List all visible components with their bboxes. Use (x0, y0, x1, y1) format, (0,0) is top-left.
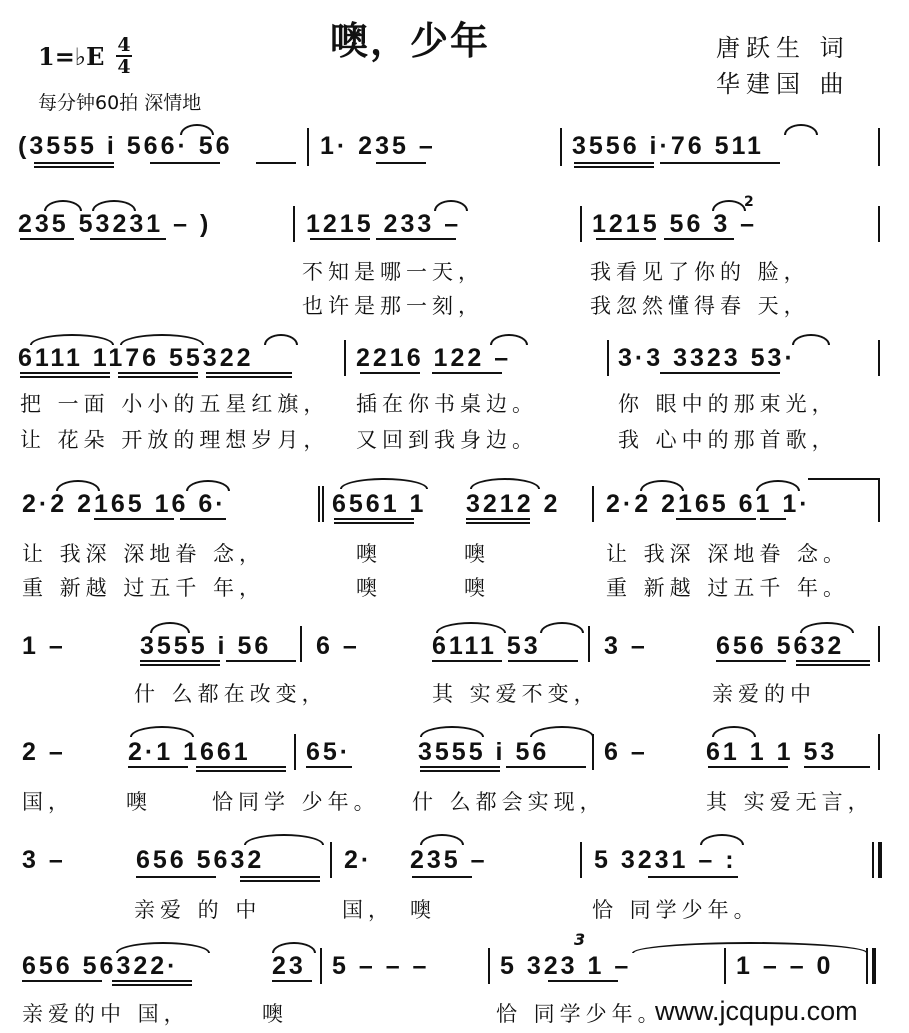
slur (800, 622, 854, 633)
slur (712, 200, 746, 211)
underline-beam (34, 162, 114, 164)
barline (580, 842, 582, 878)
lyric-line: 噢 (464, 576, 490, 600)
underline-beam (34, 166, 114, 168)
underline-beam (140, 660, 220, 662)
lyric-line: 把 一面 小小的五星红旗， (20, 392, 330, 416)
time-signature (116, 36, 132, 76)
slur (130, 726, 194, 737)
underline-beam (240, 880, 320, 882)
meter-top: 4 (117, 34, 131, 56)
underline-beam (128, 766, 188, 768)
slur (792, 334, 830, 345)
slur (244, 834, 324, 845)
lyric-line: 重 新越 过五千 年， (22, 576, 266, 600)
underline-beam (412, 876, 472, 878)
measure-notes: 2·2 2165 16 6· (22, 490, 227, 518)
lyric-line: 让 我深 深地眷 念， (22, 542, 266, 566)
underline-beam (648, 876, 738, 878)
key-signature: 1=♭E (38, 42, 105, 71)
repeat-barline (878, 842, 882, 878)
underline-beam (466, 522, 530, 524)
lyric-line: 亲爱 的 中 (134, 898, 262, 922)
barline (488, 948, 490, 984)
measure-notes: 235 53231 – ) (18, 210, 212, 238)
barline (318, 486, 320, 522)
barline (344, 340, 346, 376)
slur (56, 480, 100, 491)
slur (712, 726, 756, 737)
underline-beam (180, 518, 226, 520)
underline-beam (508, 660, 578, 662)
measure-notes: 3 – (22, 846, 66, 874)
barline (588, 626, 590, 662)
barline (560, 128, 562, 166)
slur (540, 622, 584, 633)
underline-beam (272, 980, 312, 982)
measure-notes: 1215 56 3 – (592, 210, 758, 238)
lyric-line: 不知是哪一天， (302, 260, 484, 284)
lyric-line: 亲爱的中 国， (22, 1002, 190, 1026)
slur (116, 942, 210, 953)
lyric-line: 噢 (126, 790, 152, 814)
lyric-line: 我 心中的那首歌， (618, 428, 838, 452)
underline-beam (360, 372, 420, 374)
lyric-line: 其 实爱不变， (432, 682, 600, 706)
lyric-line: 国， (342, 898, 394, 922)
barline (580, 206, 582, 242)
lyric-line: 又回到我身边。 (356, 428, 538, 452)
lyric-line: 恰 同学少年。 (592, 898, 760, 922)
barline (878, 478, 880, 522)
measure-notes: 6111 53 (432, 632, 541, 660)
final-barline (866, 948, 868, 984)
slur (436, 622, 506, 633)
slur (264, 334, 298, 345)
underline-beam (306, 766, 352, 768)
underline-beam (20, 238, 74, 240)
measure-notes: 6 – (604, 738, 648, 766)
measure-notes: 3212 2 (466, 490, 561, 518)
lyric-line: 噢 (356, 542, 382, 566)
measure-notes: 656 5632 (716, 632, 845, 660)
lyric-line: 亲爱的中 (712, 682, 816, 706)
underline-beam (574, 162, 654, 164)
underline-beam (140, 664, 220, 666)
lyric-line: 插在你书桌边。 (356, 392, 538, 416)
underline-beam (334, 522, 414, 524)
underline-beam (664, 238, 734, 240)
underline-beam (334, 518, 414, 520)
slur (30, 334, 114, 345)
underline-beam (796, 664, 870, 666)
underline-beam (112, 980, 192, 982)
barline (322, 486, 324, 522)
measure-notes: 1· 235 – (320, 132, 436, 160)
slur (490, 334, 528, 345)
underline-beam (196, 766, 286, 768)
measure-notes: 61 1 1 53 (706, 738, 838, 766)
barline (293, 206, 295, 242)
slur (44, 200, 82, 211)
slur (186, 480, 230, 491)
measure-notes: 1215 233 – (306, 210, 462, 238)
lyric-line: 噢 (410, 898, 436, 922)
triplet-mark: 3 (574, 930, 586, 949)
lyric-line: 国， (22, 790, 74, 814)
measure-notes: 6 – (316, 632, 360, 660)
underline-beam (256, 162, 296, 164)
underline-beam (118, 372, 198, 374)
measure-notes: 656 56322· (22, 952, 179, 980)
barline (872, 842, 874, 878)
underline-beam (716, 660, 786, 662)
measure-notes: 6561 1 (332, 490, 427, 518)
underline-beam (596, 238, 656, 240)
barline (320, 948, 322, 984)
measure-notes: 5 – – – (332, 952, 430, 980)
slur (470, 478, 540, 489)
slur (92, 200, 136, 211)
tie (632, 942, 868, 953)
underline-beam (206, 376, 292, 378)
measure-notes: 3555 i 56 (140, 632, 272, 660)
slur (700, 834, 744, 845)
measure-notes: 235 – (410, 846, 488, 874)
underline-beam (240, 876, 320, 878)
underline-beam (226, 660, 296, 662)
underline-beam (118, 376, 198, 378)
measure-notes: 23 (272, 952, 306, 980)
lyric-line: 你 眼中的那束光， (618, 392, 838, 416)
barline (607, 340, 609, 376)
measure-notes: 3555 i 56 (418, 738, 550, 766)
lyric-line: 我忽然懂得春 天， (590, 294, 810, 318)
lyric-line: 我看见了你的 脸， (590, 260, 810, 284)
slur (756, 480, 800, 491)
measure-notes: 65· (306, 738, 352, 766)
lyric-line: 噢 (262, 1002, 288, 1026)
lyric-line: 恰同学 少年。 (212, 790, 380, 814)
underline-beam (420, 770, 500, 772)
barline (300, 626, 302, 662)
measure-notes: 5 323 1 – (500, 952, 632, 980)
slur (784, 124, 818, 135)
lyric-line: 也许是那一刻， (302, 294, 484, 318)
measure-notes: 6111 1176 55322 (18, 344, 254, 372)
underline-beam (420, 766, 500, 768)
underline-beam (760, 518, 786, 520)
underline-beam (660, 372, 780, 374)
measure-notes: 1 – (22, 632, 66, 660)
slur (150, 622, 190, 633)
underline-beam (506, 766, 586, 768)
measure-notes: 2·2 2165 61 1· (606, 490, 811, 518)
lyric-line: 让 我深 深地眷 念。 (606, 542, 850, 566)
measure-notes: 656 5632 (136, 846, 265, 874)
grace-note: 2 (744, 194, 754, 210)
underline-beam (708, 766, 788, 768)
slur (340, 478, 428, 489)
underline-beam (112, 984, 192, 986)
measure-notes: 1 – – 0 (736, 952, 834, 980)
underline-beam (22, 980, 102, 982)
underline-beam (310, 238, 370, 240)
slur (434, 200, 468, 211)
lyric-line: 什 么都在改变， (134, 682, 328, 706)
barline (878, 734, 880, 770)
underline-beam (676, 518, 756, 520)
underline-beam (796, 660, 870, 662)
lyric-line: 重 新越 过五千 年。 (606, 576, 850, 600)
lyric-line: 恰 同学少年。 (496, 1002, 664, 1026)
measure-notes: 2216 122 – (356, 344, 512, 372)
measure-notes: 3 – (604, 632, 648, 660)
volta-line (808, 478, 878, 480)
barline (878, 206, 880, 242)
underline-beam (660, 162, 780, 164)
barline (878, 626, 880, 662)
underline-beam (548, 980, 618, 982)
barline (878, 340, 880, 376)
underline-beam (466, 518, 530, 520)
underline-beam (136, 876, 216, 878)
slur (420, 726, 484, 737)
barline (724, 948, 726, 984)
lyric-line: 其 实爱无言， (706, 790, 874, 814)
underline-beam (20, 372, 110, 374)
composer: 华建国 曲 (716, 70, 850, 98)
underline-beam (376, 238, 456, 240)
lyric-line: 什 么都会实现， (412, 790, 606, 814)
slur (420, 834, 464, 845)
lyric-line: 让 花朵 开放的理想岁月， (20, 428, 330, 452)
barline (878, 128, 880, 166)
lyric-line: 噢 (356, 576, 382, 600)
slur (120, 334, 204, 345)
underline-beam (206, 372, 292, 374)
measure-notes: 5 3231 – : (594, 846, 737, 874)
slur (180, 124, 214, 135)
underline-beam (804, 766, 870, 768)
lyric-line: 噢 (464, 542, 490, 566)
measure-notes: 3556 i·76 511 (572, 132, 764, 160)
measure-notes: 2·1 1661 (128, 738, 251, 766)
measure-notes: (3555 i 566· 56 (18, 132, 233, 160)
underline-beam (90, 238, 166, 240)
watermark[interactable]: www.jcqupu.com (655, 996, 858, 1026)
meter-bottom: 4 (117, 56, 131, 78)
underline-beam (150, 162, 220, 164)
slur (272, 942, 316, 953)
barline (330, 842, 332, 878)
slur (530, 726, 594, 737)
barline (592, 734, 594, 770)
lyricist: 唐跃生 词 (716, 34, 850, 62)
final-barline (872, 948, 876, 984)
barline (294, 734, 296, 770)
underline-beam (376, 162, 426, 164)
underline-beam (432, 660, 502, 662)
measure-notes: 2· (344, 846, 373, 874)
slur (640, 480, 684, 491)
barline (592, 486, 594, 522)
tempo-marking: 每分钟60拍 深情地 (38, 92, 202, 114)
underline-beam (432, 372, 502, 374)
underline-beam (20, 376, 110, 378)
measure-notes: 2 – (22, 738, 66, 766)
underline-beam (196, 770, 286, 772)
song-title: 噢，少年 (330, 18, 491, 63)
barline (307, 128, 309, 166)
underline-beam (574, 166, 654, 168)
measure-notes: 3·3 3323 53· (618, 344, 796, 372)
underline-beam (94, 518, 174, 520)
